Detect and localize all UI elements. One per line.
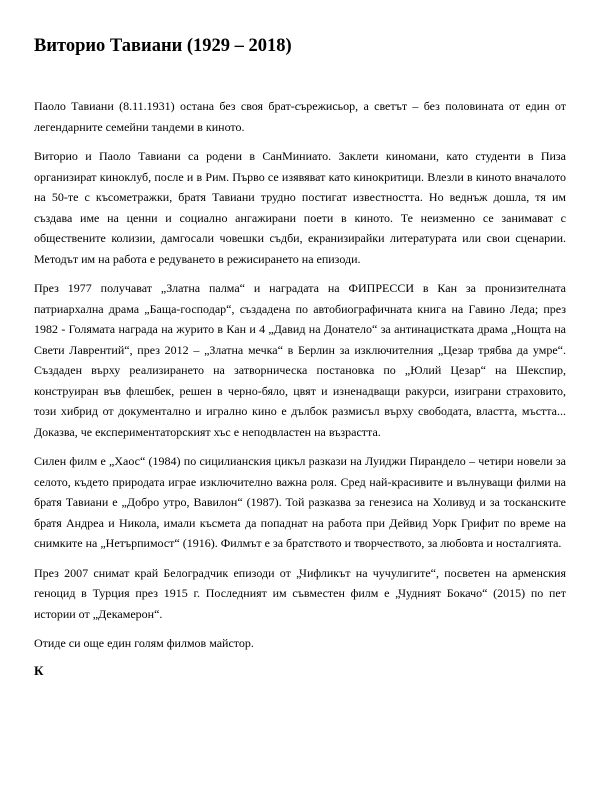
article-title: Виторио Тавиани (1929 – 2018) (34, 36, 292, 56)
paragraph-closing: Отиде си още един голям филмов майстор. (34, 636, 254, 650)
paragraph-last-films: През 2007 снимат край Белоградчик епизоди от „Чифликът на чучулигите“, посветен на арменския геноцид в Турция през 1915 г. Последният им съвместен филм е „Чудният Бокачо“ (2015) по пет истории от „Декамерон“. (34, 565, 566, 621)
document-page (34, 34, 566, 679)
paragraph-films: Силен филм е „Хаос“ (1984) по сицилианския цикъл разкази на Луиджи Пирандело – четири новели за селото, където природата играе изключително важна роля. Сред най-красивите и вълнуващи филми на братя Тавиани е „Добро утро, Вавилон“ (1987). Той разказва за генезиса на Холивуд и за тосканските братя Андреа и Никола, имали късмета да попаднат на работа при Дейвид Уорк Грифит по време на снимките на „Нетърпимост“ (1916). Филмът е за братството и творчеството, за любовта и носталгията. (34, 454, 566, 550)
paragraph-intro: Паоло Тавиани (8.11.1931) остана без своя брат-сърежисьор, а светът – без половината от един от легендарните семейни тандеми в киното. (34, 99, 566, 134)
paragraph-awards: През 1977 получават „Златна палма“ и наградата на ФИПРЕССИ в Кан за пронизителната патриархална драма „Баща-господар“, създадена по автобиографичната книга на Гавино Леда; през 1982 - Голямата награда на журито в Кан и 4 „Давид на Донатело“ за антинацистката драма „Нощта на Свети Лаврентий“, през 2012 – „Златна мечка“ в Берлин за изключителния „Цезар трябва да умре“. Създаден върху реализирането на затворническа постановка по „Юлий Цезар“ на Шекспир, конструиран във флешбек, решен в черно-бяло, цвят и изненадващи ракурси, изиграни страховито, този хибрид от документално и игрално кино е дълбок размисъл върху свободата, властта, мъстта... Доказва, че експериментаторският хъс е неподвластен на възрастта. (34, 281, 566, 439)
author-signature: К (34, 662, 44, 678)
paragraph-biography: Виторио и Паоло Тавиани са родени в СанМиниато. Заклети киномани, като студенти в Пиза организират киноклуб, после и в Рим. Първо се изявяват като кинокритици. Влезли в киното вначалото на 50-те с късометражки, братя Тавиани трудно постигат известността. Но веднъж дошла, тя им създава име на ценни и социално ангажирани поети в киното. Те неизменно се занимават с обществените колизии, дамгосали човешки съдби, екранизирайки литературата или свои сценарии. Методът им на работа е редуването в режисирането на епизоди. (34, 149, 566, 266)
article-body (34, 96, 566, 679)
